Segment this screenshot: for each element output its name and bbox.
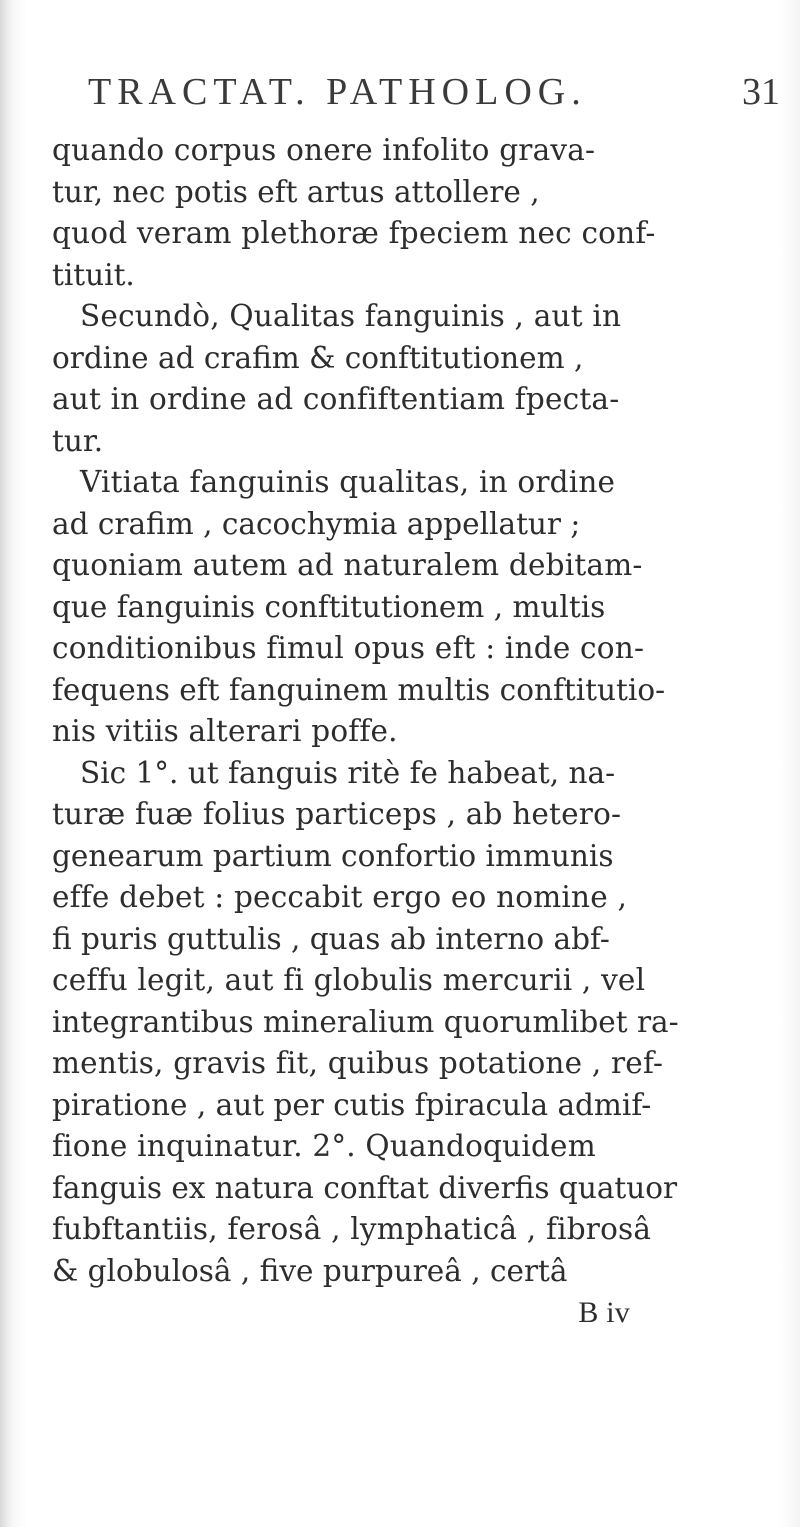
text-line: fanguis ex natura conftat diverfis quatuor xyxy=(52,1170,678,1205)
text-line: que fanguinis conftitutionem , multis xyxy=(52,589,606,624)
text-line: Sic 1°. ut fanguis ritè fe habeat, na- xyxy=(80,755,616,790)
running-head xyxy=(88,70,780,130)
text-line: & globulosâ , five purpureâ , certâ xyxy=(52,1253,568,1288)
text-line: quando corpus onere infolito grava- xyxy=(52,133,596,167)
text-line: fi puris guttulis , quas ab interno abf- xyxy=(52,921,610,956)
text-line: tituit. xyxy=(52,257,135,292)
text-line: fubftantiis, ferosâ , lymphaticâ , fibrosâ xyxy=(52,1212,652,1246)
text-line: genearum partium confortio immunis xyxy=(52,838,614,873)
text-line: ad crafim , cacochymia appellatur ; xyxy=(52,506,581,541)
binding-edge xyxy=(0,0,14,1527)
text-line: quoniam autem ad naturalem debitam- xyxy=(52,548,643,582)
text-line: quod veram plethoræ fpeciem nec conf- xyxy=(52,216,656,250)
text-line: conditionibus fimul opus eft : inde con- xyxy=(52,631,645,665)
text-line: effe debet : peccabit ergo eo nomine , xyxy=(52,880,628,914)
text-line: Secundò, Qualitas fanguinis , aut in xyxy=(80,299,622,333)
text-line: mentis, gravis fit, quibus potatione , ref- xyxy=(52,1046,664,1080)
text-line: tur, nec potis eft artus attollere , xyxy=(52,174,540,209)
text-line: aut in ordine ad confiftentiam fpecta- xyxy=(52,382,620,416)
running-title: TRACTAT. PATHOLOG. xyxy=(88,71,587,113)
body-text xyxy=(52,130,780,1334)
text-line: tur. xyxy=(52,423,104,458)
text-line: nis vitiis alterari poffe. xyxy=(52,714,398,748)
page-number: 31 xyxy=(742,71,780,113)
text-line: fequens eft fanguinem multis conftitutio- xyxy=(52,672,666,707)
text-line: piratione , aut per cutis fpiracula admif- xyxy=(52,1087,652,1122)
text-line: ceffu legit, aut fi globulis mercurii , vel xyxy=(52,963,646,997)
text-line: Vitiata fanguinis qualitas, in ordine xyxy=(80,465,616,499)
text-line: integrantibus mineralium quorumlibet ra- xyxy=(52,1004,679,1039)
catchword: B iv xyxy=(578,1296,630,1329)
text-line: fione inquinatur. 2°. Quandoquidem xyxy=(52,1129,596,1163)
text-line: turæ fuæ folius particeps , ab hetero- xyxy=(52,797,622,831)
text-line: ordine ad crafim & conftitutionem , xyxy=(52,340,584,375)
